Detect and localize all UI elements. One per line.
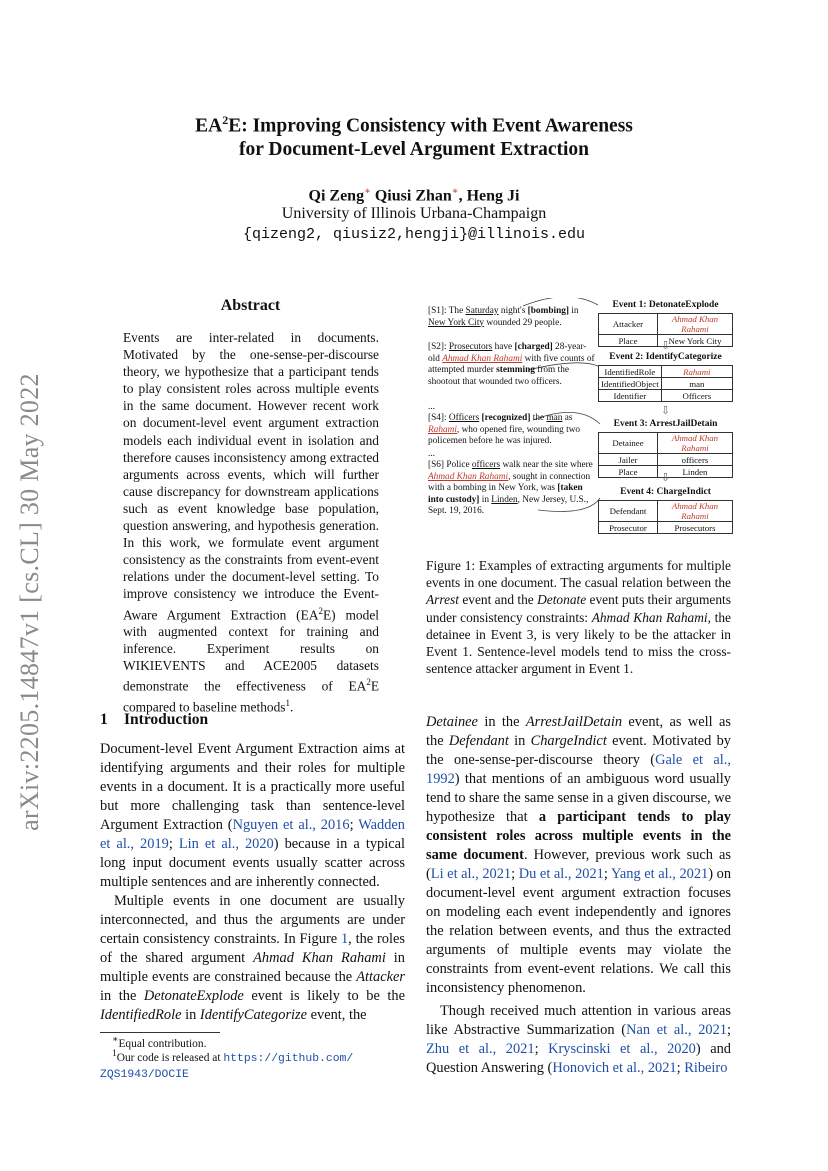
- event-4-table: [598, 487, 733, 534]
- role-cell: Place: [599, 466, 658, 478]
- text-run: , who opened fire, wounding two policemen before he was injured.: [428, 424, 581, 446]
- highlighted-argument: Ahmad Khan Rahami: [442, 353, 523, 364]
- trigger-word: [bombing]: [527, 306, 569, 316]
- figure-ref-link[interactable]: 1: [340, 931, 349, 947]
- text-run: man: [546, 413, 563, 423]
- text-run: event puts their arguments under consistency constraints:: [426, 592, 731, 625]
- text-run: [S4]:: [428, 413, 449, 423]
- text-run: ChargeIndict: [530, 733, 607, 749]
- text-run: Linden: [491, 494, 518, 505]
- text-run: ;: [349, 817, 359, 833]
- text-run: with five counts of attempted murder: [428, 353, 595, 375]
- trigger-word: [recognized]: [481, 413, 531, 423]
- text-run: ;: [511, 866, 519, 882]
- argument-cell: Ahmad Khan Rahami: [657, 314, 732, 335]
- text-run: event and the: [458, 592, 538, 608]
- text-run: Arrest: [426, 592, 459, 608]
- argument-cell: officers: [657, 454, 732, 466]
- sentence-s6: [428, 460, 598, 518]
- equal-contribution-mark: ∗: [364, 186, 371, 197]
- text-run: in: [508, 733, 531, 749]
- down-arrow-icon: ⇩: [661, 472, 671, 484]
- sentence-s4: [428, 413, 598, 448]
- author-list: [0, 186, 828, 205]
- title-part: E: Improving Consistency with Event Awareness: [228, 115, 633, 137]
- abstract-part: .: [290, 699, 294, 715]
- text-run: as: [562, 413, 573, 423]
- text-run: [S6] Police: [428, 460, 472, 470]
- text-run: IdentifyCategorize: [199, 1007, 308, 1023]
- text-run: a participant tends to play consistent roles across multiple events in the same document: [426, 809, 731, 863]
- trigger-word: stemming: [496, 365, 535, 375]
- abstract-sup: 2: [366, 677, 371, 688]
- arxiv-stamp: [8, 352, 48, 852]
- sentence-s2: [428, 342, 598, 388]
- citation-link[interactable]: Du et al., 2021: [518, 866, 604, 882]
- section-title: Introduction: [124, 711, 209, 728]
- event-args: [598, 500, 733, 534]
- text-run: event. Motivated by the one-sense-per-discourse theory (: [426, 733, 731, 768]
- text-run: event, the: [307, 1007, 367, 1023]
- text-run: DetonateExplode: [143, 988, 244, 1004]
- event-title: Event 4: ChargeIndict: [620, 487, 711, 497]
- text-run: ;: [727, 1022, 731, 1038]
- intro-paragraph-3: [426, 713, 731, 998]
- text-run: Officers: [448, 413, 480, 423]
- text-run: from the shootout that wounded two officers.: [428, 365, 569, 387]
- text-run: in: [479, 494, 492, 505]
- text-run: in the: [100, 988, 144, 1004]
- text-run: wounded 29 people.: [484, 317, 562, 328]
- text-run: ;: [534, 1041, 549, 1057]
- text-run: ) because in a typical long input document events usually scatter across multiple sentences and are inherently connected.: [100, 836, 405, 890]
- text-run: ArrestJailDetain: [525, 714, 623, 730]
- abstract-part: E compared to baseline methods: [123, 678, 379, 715]
- event-title: Event 1: DetonateExplode: [612, 300, 719, 310]
- citation-link[interactable]: Nan et al., 2021: [626, 1022, 727, 1038]
- argument-cell: Ahmad Khan Rahami: [657, 501, 732, 522]
- equal-contribution-mark: ∗: [451, 186, 459, 197]
- text-run: in: [181, 1007, 200, 1023]
- author-3: , Heng Ji: [458, 187, 520, 205]
- event-args: [598, 365, 733, 402]
- text-run: Document-level Event Argument Extraction aims at identifying arguments and their roles for multiple events in a document. It is a practically more useful but more challenging task than sentence-level Argument Extraction (: [100, 741, 405, 833]
- title-part: EA: [195, 115, 223, 137]
- code-url-link[interactable]: https://github.com/: [223, 1052, 354, 1065]
- text-run: in multiple events are constrained because the: [100, 950, 406, 985]
- affiliation: University of Illinois Urbana-Champaign: [281, 205, 547, 222]
- footnote-text: Our code is released at: [116, 1051, 224, 1064]
- trigger-word: [charged]: [514, 342, 553, 352]
- text-run: . However, previous work such as (: [426, 847, 731, 882]
- figure-1-caption: [426, 557, 731, 677]
- ellipsis: ...: [428, 402, 435, 412]
- argument-cell: Linden: [657, 466, 732, 478]
- citation-link[interactable]: Gale et al., 1992: [426, 752, 731, 787]
- citation-link[interactable]: Yang et al., 2021: [610, 866, 709, 882]
- role-cell: Attacker: [599, 314, 658, 335]
- event-2-table: [598, 352, 733, 402]
- citation-link[interactable]: Honovich et al., 2021: [552, 1060, 677, 1076]
- author-1: Qi Zeng: [308, 187, 365, 205]
- citation-link[interactable]: Ribeiro: [684, 1060, 728, 1076]
- intro-paragraph-2: [100, 892, 405, 1025]
- text-run: Though received much attention in various areas like Abstractive Summarization (: [426, 1003, 731, 1038]
- role-cell: Jailer: [599, 454, 658, 466]
- text-run: ;: [168, 836, 179, 852]
- text-run: , the detainee in Event 3, is very likely to be the attacker in Event 1. Sentence-level models tend to miss the cross-sentence attacker argument in Event 1.: [426, 609, 731, 677]
- title-line-2: for Document-Level Argument Extraction: [238, 138, 590, 160]
- text-run: Defendant: [448, 733, 509, 749]
- trigger-word: [taken into custody]: [428, 483, 583, 505]
- ellipsis: ...: [428, 449, 435, 459]
- footnote-mark: ∗: [112, 1035, 119, 1045]
- citation-link[interactable]: Nguyen et al., 2016: [232, 817, 350, 833]
- text-run: the: [530, 413, 547, 423]
- arxiv-stamp-text: arXiv:2205.14847v1 [cs.CL] 30 May 2022: [15, 373, 44, 831]
- text-run: officers: [471, 460, 501, 470]
- text-run: Multiple events in one document are usually interconnected, and thus the arguments are under certain consistency constraints. In Figure: [100, 893, 405, 947]
- text-run: walk near the site where: [500, 460, 593, 470]
- citation-link[interactable]: Zhu et al., 2021: [426, 1041, 535, 1057]
- highlighted-argument: Rahami: [428, 424, 457, 435]
- intro-paragraph-1: [100, 740, 405, 892]
- abstract-text: [123, 329, 379, 715]
- text-run: ) and Question Answering (: [426, 1041, 731, 1076]
- role-cell: Place: [599, 335, 658, 347]
- section-number: 1: [100, 711, 108, 728]
- argument-cell: man: [661, 378, 732, 390]
- text-run: in: [568, 306, 579, 316]
- text-run: Saturday: [465, 306, 499, 316]
- text-run: Ahmad Khan Rahami: [253, 950, 386, 966]
- footnote-text: Equal contribution.: [118, 1037, 207, 1050]
- footnote-ref[interactable]: 1: [285, 697, 290, 708]
- role-cell: Detainee: [599, 433, 658, 454]
- arrow-s1-to-event1: [523, 298, 598, 306]
- event-title: Event 2: IdentifyCategorize: [609, 352, 722, 362]
- role-cell: IdentifiedObject: [599, 378, 662, 390]
- role-cell: Identifier: [599, 390, 662, 402]
- role-cell: IdentifiedRole: [599, 366, 662, 378]
- text-run: Attacker: [356, 969, 405, 985]
- intro-paragraph-4: [426, 1002, 731, 1078]
- text-run: ) on document-level event argument extraction focuses on modeling each event independently and ignores the relation between events, and thus the extracted arguments of multiple events may violate the constraints from event-event relations. We call this inconsistency phenomenon.: [426, 866, 732, 996]
- section-heading-introduction: [100, 711, 410, 729]
- text-run: IdentifiedRole: [100, 1007, 182, 1023]
- text-run: Prosecutors: [448, 342, 493, 352]
- citation-link[interactable]: Kryscinski et al., 2020: [548, 1041, 696, 1057]
- down-arrow-icon: ⇩: [661, 405, 671, 417]
- role-cell: Prosecutor: [599, 522, 658, 534]
- text-run: 28-year-old: [428, 342, 587, 364]
- abstract-heading: Abstract: [220, 297, 281, 314]
- author-emails: {qizeng2, qiusiz2,hengji}@illinois.edu: [242, 226, 586, 243]
- citation-link[interactable]: Li et al., 2021: [430, 866, 512, 882]
- argument-cell: Ahmad Khan Rahami: [657, 433, 732, 454]
- argument-cell: Officers: [661, 390, 732, 402]
- argument-cell: New York City: [657, 335, 732, 347]
- figure-1: [428, 298, 732, 533]
- abstract-part: Events are inter-related in documents. Motivated by the one-sense-per-discourse theory, we hypothesize that a participant tends to play consistent roles across multiple events in the same document. However recent work on document-level event argument extraction models each individual event in isolation and therefore causes inconsistency among extracted arguments across events, which will further cause discrepancy for downstream applications such as event knowledge base population, question answering, and hypothesis generation. In this work, we formulate event argument consistency as the constraints from event-event relations under the document-level setting. To improve consistency we introduce the Event-Aware Argument Extraction (EA: [123, 330, 379, 622]
- text-run: ;: [603, 866, 611, 882]
- sentence-s1: [428, 306, 598, 329]
- text-run: event, as well as the: [426, 714, 731, 749]
- abstract-part: E) model with augmented context for training and inference. Experiment results on WIKIEVENTS and ACE2005 datasets demonstrate the effectiveness of EA: [123, 606, 379, 694]
- text-run: Figure 1: Examples of extracting arguments for multiple events in one document. The casual relation between the: [426, 558, 731, 591]
- argument-cell: Prosecutors: [657, 522, 732, 534]
- citation-link[interactable]: Lin et al., 2020: [178, 836, 274, 852]
- event-3-table: [598, 419, 733, 478]
- text-run: Detonate: [537, 592, 587, 608]
- author-2: Qiusi Zhan: [374, 187, 452, 205]
- argument-cell: Rahami: [661, 366, 732, 378]
- paper-title: [0, 109, 828, 161]
- text-run: Ahmad Khan Rahami: [591, 609, 708, 625]
- title-sup: 2: [222, 113, 229, 127]
- abstract-sup: 2: [318, 605, 323, 616]
- citation-link[interactable]: Wadden et al., 2019: [100, 817, 405, 852]
- text-run: Detainee: [426, 714, 478, 730]
- code-url-link[interactable]: ZQS1943/DOCIE: [100, 1068, 189, 1081]
- down-arrow-icon: ⇩: [661, 340, 671, 352]
- text-run: ) that mentions of an ambiguous word usually tend to share the same sense in a given discourse, we hypothesize that: [426, 771, 731, 825]
- text-run: New York City: [428, 317, 485, 328]
- text-run: , the roles of the shared argument: [100, 931, 405, 966]
- text-run: [S2]:: [428, 342, 449, 352]
- text-run: have: [492, 342, 515, 352]
- text-run: ;: [676, 1060, 685, 1076]
- event-title: Event 3: ArrestJailDetain: [613, 419, 718, 429]
- text-run: event is likely to be the: [243, 988, 405, 1004]
- text-run: in the: [477, 714, 526, 730]
- text-run: [S1]: The: [428, 306, 466, 316]
- text-run: night's: [498, 306, 528, 316]
- highlighted-argument: Ahmad Khan Rahami: [428, 471, 509, 482]
- role-cell: Defendant: [599, 501, 658, 522]
- footnote-2: [100, 1047, 410, 1083]
- text-run: , sought in connection with a bombing in New York, was: [428, 471, 591, 493]
- footnote-mark: 1: [112, 1049, 117, 1059]
- text-run: , New Jersey, U.S., Sept. 19, 2016.: [428, 494, 589, 516]
